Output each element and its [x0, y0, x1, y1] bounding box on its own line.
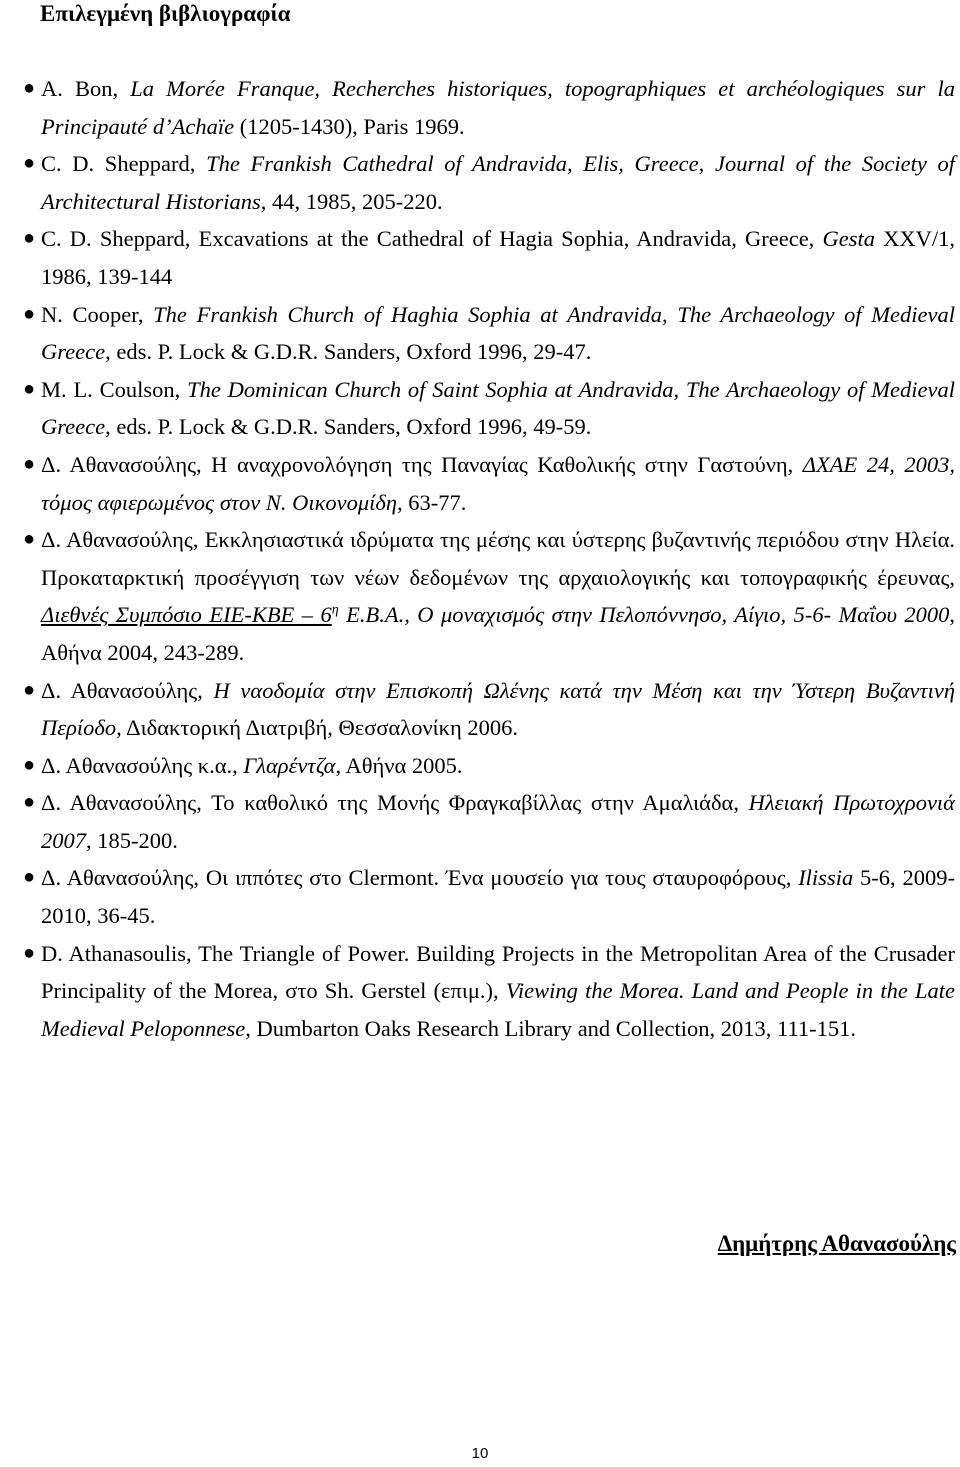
bibliography-entry: [0, 672, 955, 747]
bibliography-entry: [0, 70, 955, 145]
entry-segment: C. D. Sheppard, Excavations at the Cathedral of Hagia Sophia, Andravida, Greece,: [41, 226, 823, 252]
bullet-icon: ●: [23, 941, 36, 964]
bibliography-entry: [0, 747, 955, 785]
section-heading: Επιλεγμένη βιβλιογραφία: [40, 1, 291, 26]
entry-segment: Γλαρέντζα: [243, 752, 336, 778]
entry-segment: Δ. Αθανασούλης, Εκκλησιαστικά ιδρύματα της μέσης και ύστερης βυζαντινής περιόδου στην Ηλεία. Προκαταρκτική προσέγγιση των νέων δεδομένων της αρχαιολογικής και τοπογραφικής έρευνας,: [41, 527, 955, 590]
entry-segment: , 185-200.: [86, 827, 178, 853]
bibliography-entry: [0, 145, 955, 220]
bullet-icon: ●: [23, 753, 36, 776]
bullet-icon: ●: [23, 452, 36, 475]
entry-segment: Δ. Αθανασούλης, Η αναχρονολόγηση της Παναγίας Καθολικής στην Γαστούνη,: [41, 451, 803, 477]
entry-segment: , eds. P. Lock & G.D.R. Sanders, Oxford 1996, 29-47.: [105, 339, 592, 365]
entry-text: [41, 753, 463, 778]
entry-segment: N. Cooper,: [41, 301, 154, 327]
entry-segment: 5-6, 2009-2010, 36-45.: [41, 865, 955, 929]
entry-segment: XXV/1, 1986, 139-144: [41, 226, 956, 289]
bullet-icon: ●: [23, 302, 36, 325]
bullet-icon: ●: [23, 227, 36, 250]
entry-segment: , Διδακτορική Διατριβή, Θεσσαλονίκη 2006.: [116, 715, 519, 741]
entry-segment: M. L. Coulson,: [41, 376, 188, 402]
bibliography-entry: [0, 220, 955, 295]
entry-text: [41, 452, 955, 515]
entry-text: [41, 941, 955, 1041]
entry-segment: The Frankish Church of Haghia Sophia at Andravida, The Archaeology of Medieval Greece: [41, 301, 956, 365]
entry-text: [41, 790, 955, 853]
entry-segment: , Αθήνα 2005.: [335, 752, 463, 778]
entry-segment: , Dumbarton Oaks Research Library and Collection, 2013, 111-151.: [245, 1015, 856, 1041]
entry-text: [41, 865, 955, 928]
entry-segment: Viewing the Morea. Land and People in the Late Medieval Peloponnese: [41, 978, 955, 1041]
entry-text: [41, 302, 955, 365]
bibliography-entry: [0, 371, 955, 446]
entry-segment: , 44, 1985, 205-220.: [260, 188, 443, 214]
entry-text: [41, 377, 955, 440]
bibliography-entry: [0, 446, 955, 521]
bullet-icon: ●: [23, 528, 36, 551]
entry-segment: , 63-77.: [397, 489, 467, 515]
entry-segment: La Morée Franque, Recherches historiques, topographiques et archéologiques sur la Principauté d’Achaïe: [41, 76, 955, 139]
entry-segment: C. D. Sheppard,: [41, 151, 207, 177]
entry-text: [41, 678, 955, 741]
entry-text: [41, 527, 955, 665]
bibliography-entry: [0, 521, 955, 671]
bullet-icon: ●: [23, 77, 36, 99]
entry-segment: The Frankish Cathedral of Andravida, Elis, Greece: [206, 151, 699, 177]
entry-text: [41, 226, 955, 289]
entry-segment: ΔΧΑΕ 24, 2003, τόμος αφιερωμένος στον Ν. Οικονομίδη: [41, 451, 956, 515]
bibliography-entry: [0, 859, 955, 934]
entry-segment: Δ. Αθανασούλης, Οι ιππότες στο Clermont. Ένα μουσείο για τους σταυροφόρους,: [41, 865, 799, 891]
entry-segment: Gesta: [822, 226, 875, 252]
entry-segment: Ηλειακή Πρωτοχρονιά 2007: [41, 790, 955, 853]
bibliography-list: [0, 70, 960, 1047]
entry-segment: , Αθήνα 2004, 243-289.: [41, 602, 956, 665]
bullet-icon: ●: [23, 791, 36, 814]
entry-segment: Διεθνές Συμπόσιο ΕΙΕ-ΚΒΕ – 6: [41, 602, 332, 628]
page-number: 10: [471, 1445, 489, 1462]
entry-segment: (1205-1430), Paris 1969.: [234, 113, 465, 139]
entry-segment: Η ναοδομία στην Επισκοπή Ωλένης κατά την Μέση και την Ύστερη Βυζαντινή Περίοδο: [41, 677, 955, 741]
entry-segment: Δ. Αθανασούλης, Το καθολικό της Μονής Φραγκαβίλλας στην Αμαλιάδα,: [41, 790, 749, 816]
entry-segment: Δ. Αθανασούλης,: [41, 677, 214, 703]
entry-text: [41, 151, 955, 214]
entry-segment: A. Bon,: [41, 76, 131, 101]
entry-text: [41, 76, 955, 139]
entry-segment: Ilissia: [798, 865, 854, 891]
entry-segment: ,: [698, 151, 715, 177]
author-signature: Δημήτρης Αθανασούλης: [717, 1231, 956, 1256]
entry-segment: The Dominican Church of Saint Sophia at Andravida, The Archaeology of Medieval Greece: [41, 376, 956, 440]
bibliography-entry: [0, 935, 955, 1048]
entry-segment: Journal of the Society of Architectural Historians: [41, 151, 955, 214]
entry-segment: Δ. Αθανασούλης κ.α.,: [41, 752, 244, 778]
entry-segment: Ε.Β.Α., Ο μοναχισμός στην Πελοπόννησο, Αίγιο, 5-6- Μαΐου 2000: [338, 602, 950, 628]
bullet-icon: ●: [23, 152, 36, 175]
entry-segment: η: [331, 602, 339, 618]
bullet-icon: ●: [23, 866, 36, 889]
entry-segment: , eds. P. Lock & G.D.R. Sanders, Oxford 1996, 49-59.: [105, 414, 592, 440]
bibliography-entry: [0, 784, 955, 859]
bullet-icon: ●: [23, 678, 36, 701]
entry-segment: D. Athanasoulis, The Triangle of Power. Building Projects in the Metropolitan Area of the Crusader Principality of the Morea, στο Sh. Gerstel (επιμ.),: [41, 940, 955, 1004]
bullet-icon: ●: [23, 377, 36, 400]
bibliography-entry: [0, 296, 955, 371]
